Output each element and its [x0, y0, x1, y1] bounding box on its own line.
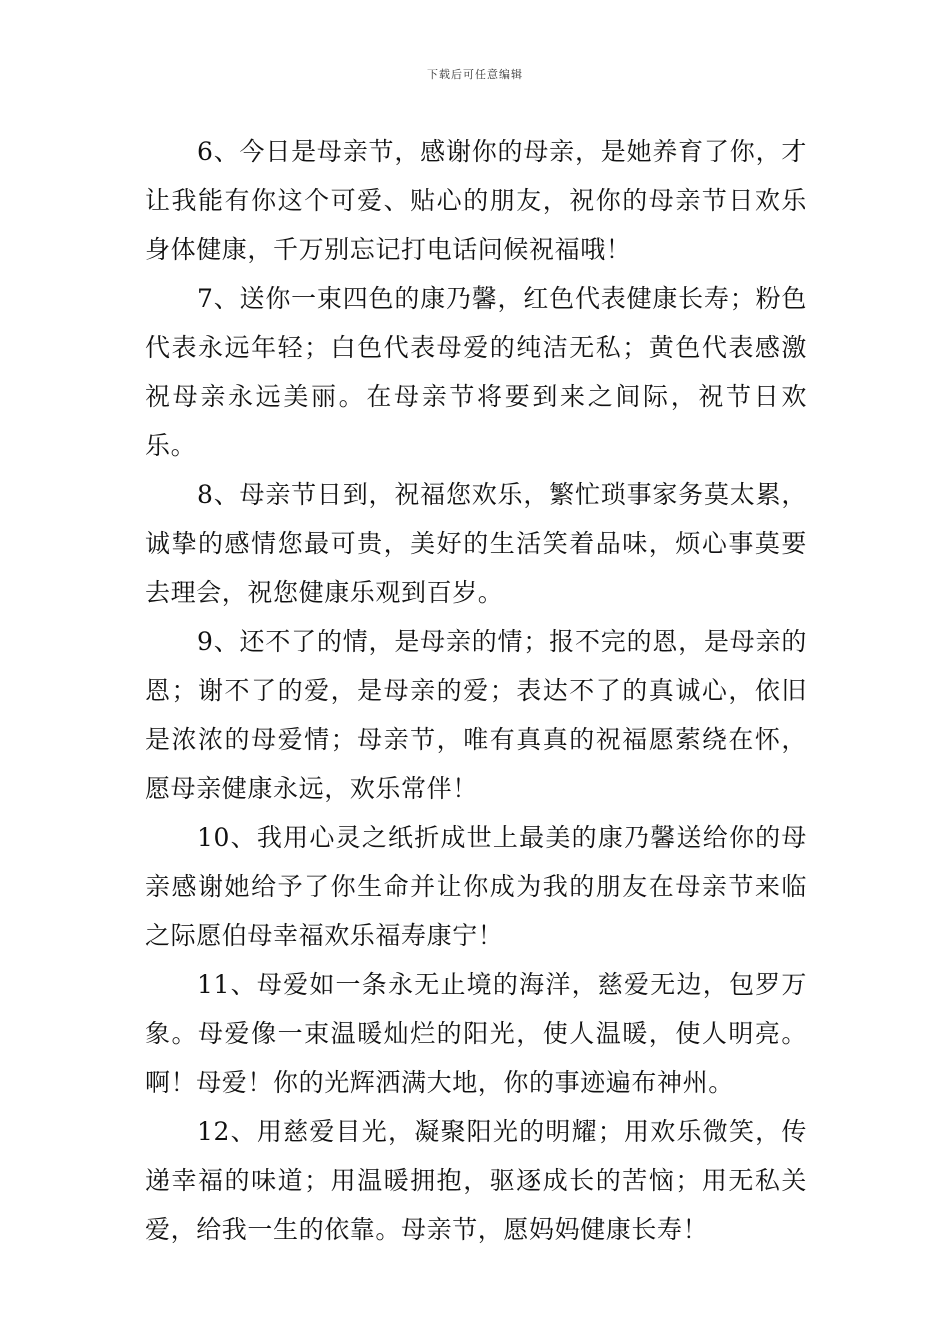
paragraph-9: 9、还不了的情，是母亲的情；报不完的恩，是母亲的恩；谢不了的爱，是母亲的爱；表达不了的真诚心，依旧是浓浓的母爱情；母亲节，唯有真真的祝福愿萦绕在怀，愿母亲健康永远，欢乐常伴！ — [145, 627, 807, 803]
paragraph-7: 7、送你一束四色的康乃馨，红色代表健康长寿；粉色代表永远年轻；白色代表母爱的纯洁无私；黄色代表感激祝母亲永远美丽。在母亲节将要到来之间际，祝节日欢乐。 — [145, 284, 807, 460]
page-header-note: 下载后可任意编辑 — [427, 68, 523, 81]
document-body — [145, 127, 807, 1254]
paragraph-6: 6、今日是母亲节，感谢你的母亲，是她养育了你，才让我能有你这个可爱、贴心的朋友，祝你的母亲节日欢乐身体健康，千万别忘记打电话问候祝福哦！ — [145, 137, 807, 264]
paragraph-12: 12、用慈爱目光，凝聚阳光的明耀；用欢乐微笑，传递幸福的味道；用温暖拥抱，驱逐成长的苦恼；用无私关爱，给我一生的依靠。母亲节，愿妈妈健康长寿！ — [145, 1117, 807, 1244]
paragraph-8: 8、母亲节日到，祝福您欢乐，繁忙琐事家务莫太累，诚挚的感情您最可贵，美好的生活笑着品味，烦心事莫要去理会，祝您健康乐观到百岁。 — [145, 480, 807, 607]
paragraph-10: 10、我用心灵之纸折成世上最美的康乃馨送给你的母亲感谢她给予了你生命并让你成为我的朋友在母亲节来临之际愿伯母幸福欢乐福寿康宁！ — [145, 823, 807, 950]
paragraph-11: 11、母爱如一条永无止境的海洋，慈爱无边，包罗万象。母爱像一束温暖灿烂的阳光，使人温暖，使人明亮。啊！母爱！你的光辉洒满大地，你的事迹遍布神州。 — [145, 970, 807, 1097]
